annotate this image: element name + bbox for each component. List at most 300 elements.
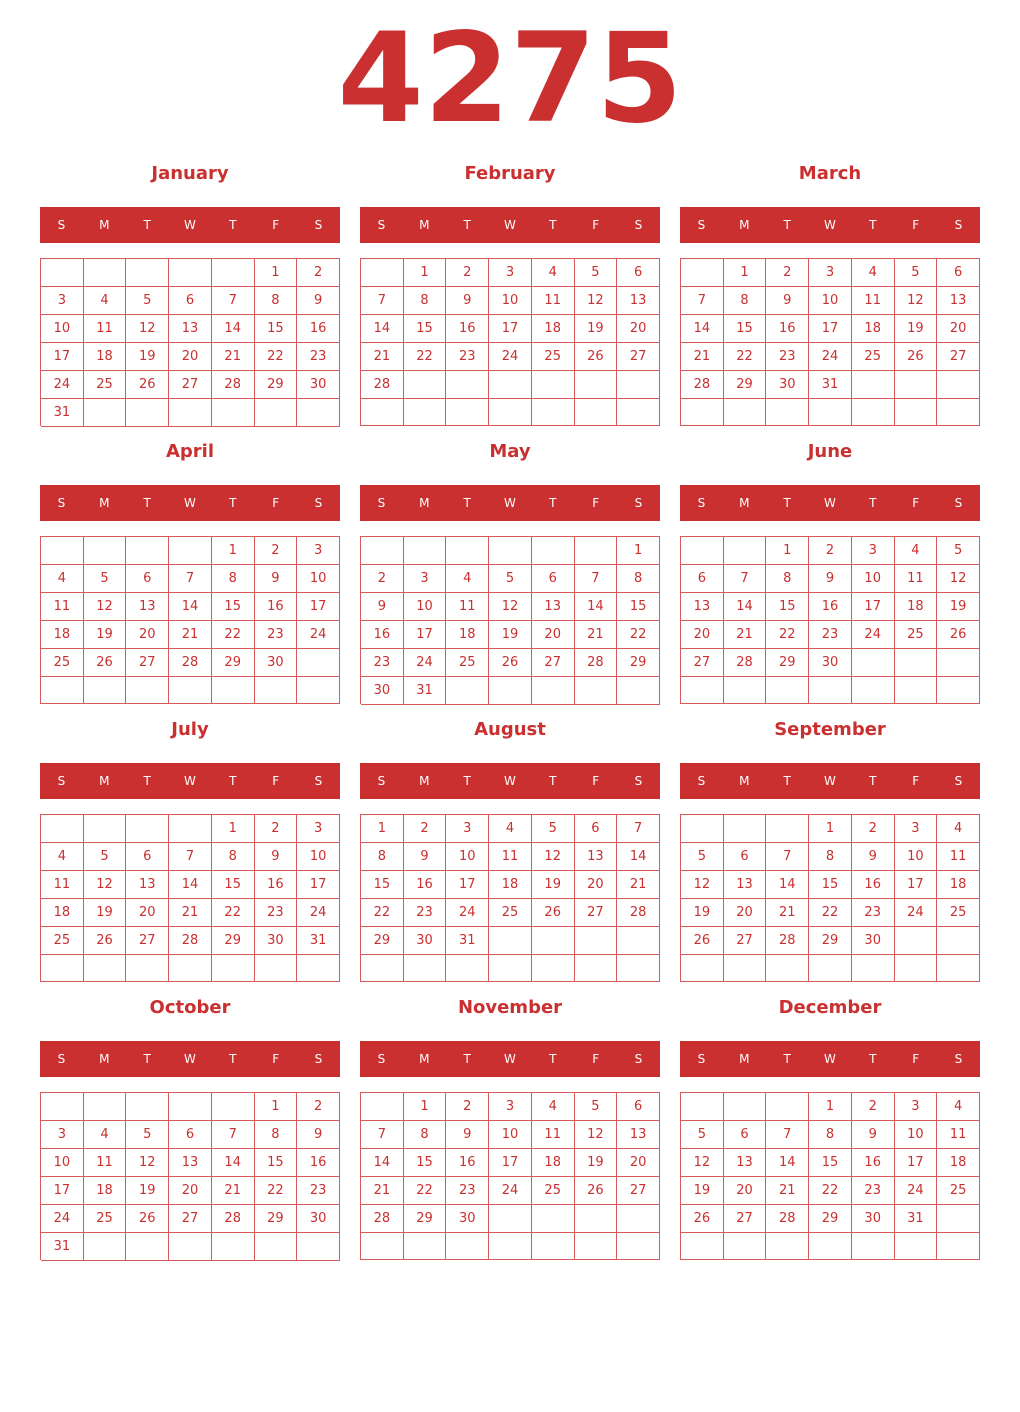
- empty-cell: [937, 1205, 980, 1233]
- weekday-label: S: [377, 774, 386, 788]
- day-cell: 26: [575, 343, 618, 371]
- day-cell: 8: [617, 565, 660, 593]
- day-cell: 31: [41, 1233, 84, 1261]
- day-cell: 16: [446, 1149, 489, 1177]
- day-cell: 16: [446, 315, 489, 343]
- day-cell: 28: [361, 1205, 404, 1233]
- empty-cell: [766, 399, 809, 426]
- day-cell: 20: [126, 899, 169, 927]
- day-cell: 7: [212, 287, 255, 315]
- empty-cell: [404, 955, 447, 982]
- empty-cell: [617, 927, 660, 955]
- day-cell: 2: [361, 565, 404, 593]
- day-cell: 9: [404, 843, 447, 871]
- empty-cell: [681, 399, 724, 426]
- day-grid: [680, 258, 980, 426]
- empty-cell: [446, 1233, 489, 1260]
- empty-cell: [126, 537, 169, 565]
- empty-cell: [404, 1233, 447, 1260]
- weekday-header: [680, 1041, 980, 1077]
- day-cell: 26: [895, 343, 938, 371]
- empty-cell: [724, 1093, 767, 1121]
- day-cell: 24: [41, 371, 84, 399]
- day-cell: 2: [255, 537, 298, 565]
- weekday-label: T: [143, 774, 151, 788]
- day-cell: 18: [852, 315, 895, 343]
- day-cell: 6: [532, 565, 575, 593]
- day-cell: 25: [84, 1205, 127, 1233]
- day-cell: 19: [575, 315, 618, 343]
- day-cell: 14: [169, 593, 212, 621]
- day-cell: 13: [126, 593, 169, 621]
- day-cell: 15: [724, 315, 767, 343]
- day-grid: [360, 814, 660, 982]
- day-cell: 5: [895, 259, 938, 287]
- day-cell: 6: [126, 565, 169, 593]
- day-cell: 8: [724, 287, 767, 315]
- day-cell: 10: [446, 843, 489, 871]
- day-cell: 3: [489, 1093, 532, 1121]
- weekday-label: M: [99, 774, 110, 788]
- empty-cell: [575, 399, 618, 426]
- day-cell: 14: [575, 593, 618, 621]
- weekday-label: M: [419, 218, 430, 232]
- empty-cell: [126, 815, 169, 843]
- weekday-header: [680, 763, 980, 799]
- day-cell: 26: [681, 927, 724, 955]
- empty-cell: [937, 649, 980, 677]
- empty-cell: [126, 1233, 169, 1261]
- weekday-header: [40, 763, 340, 799]
- weekday-label: W: [824, 496, 836, 510]
- empty-cell: [84, 259, 127, 287]
- empty-cell: [84, 1233, 127, 1261]
- day-cell: 18: [41, 899, 84, 927]
- empty-cell: [617, 1233, 660, 1260]
- day-cell: 17: [809, 315, 852, 343]
- day-cell: 12: [84, 871, 127, 899]
- weekday-label: W: [824, 1052, 836, 1066]
- day-cell: 23: [852, 899, 895, 927]
- weekday-label: S: [697, 1052, 706, 1066]
- day-cell: 27: [937, 343, 980, 371]
- day-cell: 9: [446, 1121, 489, 1149]
- day-cell: 18: [84, 1177, 127, 1205]
- day-cell: 25: [532, 1177, 575, 1205]
- day-cell: 25: [489, 899, 532, 927]
- day-cell: 26: [681, 1205, 724, 1233]
- day-cell: 13: [169, 1149, 212, 1177]
- weekday-label: S: [377, 496, 386, 510]
- day-cell: 8: [361, 843, 404, 871]
- day-cell: 30: [852, 1205, 895, 1233]
- day-cell: 10: [297, 565, 340, 593]
- day-cell: 11: [895, 565, 938, 593]
- empty-cell: [212, 677, 255, 704]
- day-cell: 11: [937, 843, 980, 871]
- day-cell: 18: [489, 871, 532, 899]
- day-cell: 28: [766, 1205, 809, 1233]
- weekday-label: W: [184, 496, 196, 510]
- empty-cell: [895, 927, 938, 955]
- day-cell: 16: [852, 871, 895, 899]
- day-cell: 31: [404, 677, 447, 705]
- empty-cell: [937, 399, 980, 426]
- empty-cell: [169, 399, 212, 427]
- day-cell: 17: [446, 871, 489, 899]
- day-cell: 13: [724, 871, 767, 899]
- weekday-label: S: [314, 218, 323, 232]
- day-cell: 20: [575, 871, 618, 899]
- day-cell: 17: [895, 871, 938, 899]
- day-cell: 6: [681, 565, 724, 593]
- day-cell: 23: [809, 621, 852, 649]
- empty-cell: [361, 537, 404, 565]
- day-cell: 13: [724, 1149, 767, 1177]
- weekday-label: T: [869, 774, 877, 788]
- weekday-label: W: [504, 218, 516, 232]
- day-cell: 3: [41, 1121, 84, 1149]
- day-cell: 24: [297, 621, 340, 649]
- day-cell: 28: [169, 927, 212, 955]
- weekday-label: W: [504, 1052, 516, 1066]
- day-cell: 18: [532, 315, 575, 343]
- weekday-label: S: [57, 496, 66, 510]
- weekday-label: F: [272, 774, 280, 788]
- empty-cell: [617, 677, 660, 705]
- weekday-label: M: [419, 774, 430, 788]
- day-cell: 6: [617, 1093, 660, 1121]
- empty-cell: [937, 955, 980, 982]
- weekday-label: T: [549, 774, 557, 788]
- day-cell: 6: [724, 843, 767, 871]
- weekday-label: S: [377, 218, 386, 232]
- day-cell: 19: [681, 1177, 724, 1205]
- day-cell: 29: [766, 649, 809, 677]
- day-cell: 24: [895, 899, 938, 927]
- day-cell: 22: [617, 621, 660, 649]
- empty-cell: [169, 815, 212, 843]
- day-cell: 9: [255, 843, 298, 871]
- day-cell: 10: [41, 1149, 84, 1177]
- day-cell: 5: [84, 565, 127, 593]
- day-cell: 12: [575, 1121, 618, 1149]
- day-cell: 27: [126, 927, 169, 955]
- day-cell: 1: [212, 815, 255, 843]
- day-cell: 27: [724, 1205, 767, 1233]
- day-cell: 14: [766, 871, 809, 899]
- empty-cell: [361, 259, 404, 287]
- empty-cell: [169, 1093, 212, 1121]
- weekday-label: T: [869, 1052, 877, 1066]
- day-cell: 2: [766, 259, 809, 287]
- day-cell: 4: [937, 815, 980, 843]
- weekday-label: M: [739, 774, 750, 788]
- empty-cell: [617, 371, 660, 399]
- month-name: December: [778, 997, 882, 1018]
- day-cell: 10: [489, 287, 532, 315]
- day-cell: 23: [297, 343, 340, 371]
- day-grid: [680, 536, 980, 704]
- weekday-label: T: [143, 496, 151, 510]
- day-cell: 21: [617, 871, 660, 899]
- empty-cell: [446, 537, 489, 565]
- day-cell: 2: [446, 1093, 489, 1121]
- empty-cell: [126, 1093, 169, 1121]
- empty-cell: [532, 955, 575, 982]
- day-cell: 21: [169, 899, 212, 927]
- weekday-label: S: [377, 1052, 386, 1066]
- day-cell: 3: [895, 815, 938, 843]
- weekday-header: [360, 485, 660, 521]
- weekday-label: S: [954, 1052, 963, 1066]
- day-cell: 4: [41, 843, 84, 871]
- weekday-label: F: [912, 1052, 920, 1066]
- day-cell: 15: [404, 1149, 447, 1177]
- day-cell: 23: [766, 343, 809, 371]
- day-cell: 7: [361, 287, 404, 315]
- day-cell: 4: [84, 1121, 127, 1149]
- day-cell: 24: [809, 343, 852, 371]
- day-cell: 18: [937, 1149, 980, 1177]
- day-cell: 15: [617, 593, 660, 621]
- empty-cell: [169, 955, 212, 982]
- day-cell: 5: [575, 1093, 618, 1121]
- day-cell: 22: [809, 899, 852, 927]
- day-cell: 28: [724, 649, 767, 677]
- day-cell: 10: [404, 593, 447, 621]
- day-cell: 4: [489, 815, 532, 843]
- empty-cell: [446, 677, 489, 705]
- day-cell: 26: [489, 649, 532, 677]
- day-cell: 21: [575, 621, 618, 649]
- day-cell: 13: [169, 315, 212, 343]
- day-cell: 22: [255, 1177, 298, 1205]
- empty-cell: [617, 1205, 660, 1233]
- empty-cell: [404, 399, 447, 426]
- day-cell: 21: [766, 899, 809, 927]
- day-cell: 2: [809, 537, 852, 565]
- day-cell: 3: [446, 815, 489, 843]
- day-cell: 19: [126, 1177, 169, 1205]
- weekday-label: T: [229, 774, 237, 788]
- day-cell: 29: [255, 371, 298, 399]
- empty-cell: [681, 1233, 724, 1260]
- day-cell: 26: [575, 1177, 618, 1205]
- day-cell: 13: [617, 1121, 660, 1149]
- day-cell: 30: [404, 927, 447, 955]
- day-cell: 22: [255, 343, 298, 371]
- year-title: 4275: [337, 7, 683, 151]
- day-cell: 19: [681, 899, 724, 927]
- day-cell: 30: [255, 649, 298, 677]
- weekday-label: M: [739, 218, 750, 232]
- day-cell: 16: [404, 871, 447, 899]
- weekday-label: S: [697, 218, 706, 232]
- empty-cell: [724, 537, 767, 565]
- day-cell: 7: [575, 565, 618, 593]
- day-cell: 25: [937, 899, 980, 927]
- weekday-label: W: [504, 496, 516, 510]
- day-cell: 5: [575, 259, 618, 287]
- weekday-label: S: [954, 218, 963, 232]
- day-cell: 1: [255, 259, 298, 287]
- empty-cell: [169, 677, 212, 704]
- weekday-label: F: [912, 774, 920, 788]
- empty-cell: [532, 537, 575, 565]
- weekday-label: W: [184, 1052, 196, 1066]
- empty-cell: [41, 259, 84, 287]
- day-cell: 27: [617, 343, 660, 371]
- day-cell: 15: [212, 593, 255, 621]
- weekday-header: [360, 207, 660, 243]
- empty-cell: [809, 1233, 852, 1260]
- empty-cell: [809, 399, 852, 426]
- day-cell: 28: [169, 649, 212, 677]
- day-cell: 8: [766, 565, 809, 593]
- empty-cell: [255, 955, 298, 982]
- empty-cell: [297, 399, 340, 427]
- day-cell: 29: [724, 371, 767, 399]
- empty-cell: [489, 537, 532, 565]
- empty-cell: [297, 649, 340, 677]
- day-cell: 2: [446, 259, 489, 287]
- day-cell: 25: [852, 343, 895, 371]
- day-cell: 20: [169, 1177, 212, 1205]
- day-cell: 10: [852, 565, 895, 593]
- empty-cell: [575, 955, 618, 982]
- day-cell: 12: [937, 565, 980, 593]
- day-cell: 10: [297, 843, 340, 871]
- empty-cell: [41, 1093, 84, 1121]
- day-cell: 20: [937, 315, 980, 343]
- day-grid: [680, 1092, 980, 1260]
- day-cell: 6: [169, 1121, 212, 1149]
- day-cell: 1: [809, 1093, 852, 1121]
- weekday-header: [40, 207, 340, 243]
- day-cell: 19: [84, 621, 127, 649]
- month-name: July: [171, 719, 209, 740]
- weekday-header: [40, 1041, 340, 1077]
- day-cell: 25: [41, 927, 84, 955]
- day-cell: 11: [41, 593, 84, 621]
- empty-cell: [446, 371, 489, 399]
- month-name: February: [464, 163, 556, 184]
- empty-cell: [532, 1233, 575, 1260]
- day-cell: 25: [937, 1177, 980, 1205]
- empty-cell: [446, 399, 489, 426]
- weekday-header: [680, 485, 980, 521]
- day-cell: 9: [255, 565, 298, 593]
- weekday-label: M: [739, 1052, 750, 1066]
- day-cell: 31: [895, 1205, 938, 1233]
- day-cell: 4: [532, 1093, 575, 1121]
- empty-cell: [255, 677, 298, 704]
- empty-cell: [212, 955, 255, 982]
- empty-cell: [169, 259, 212, 287]
- day-cell: 21: [169, 621, 212, 649]
- day-cell: 13: [681, 593, 724, 621]
- day-cell: 30: [852, 927, 895, 955]
- empty-cell: [852, 399, 895, 426]
- empty-cell: [489, 927, 532, 955]
- weekday-label: F: [272, 218, 280, 232]
- day-cell: 14: [766, 1149, 809, 1177]
- empty-cell: [617, 955, 660, 982]
- day-cell: 9: [446, 287, 489, 315]
- day-cell: 16: [852, 1149, 895, 1177]
- day-cell: 27: [126, 649, 169, 677]
- empty-cell: [84, 399, 127, 427]
- day-cell: 25: [84, 371, 127, 399]
- empty-cell: [575, 677, 618, 705]
- day-cell: 9: [852, 1121, 895, 1149]
- empty-cell: [361, 1093, 404, 1121]
- day-cell: 28: [766, 927, 809, 955]
- day-cell: 26: [126, 371, 169, 399]
- day-cell: 20: [532, 621, 575, 649]
- empty-cell: [575, 1205, 618, 1233]
- day-grid: [40, 258, 340, 426]
- day-cell: 5: [489, 565, 532, 593]
- day-cell: 15: [809, 1149, 852, 1177]
- day-cell: 12: [681, 1149, 724, 1177]
- empty-cell: [766, 677, 809, 704]
- day-cell: 15: [212, 871, 255, 899]
- weekday-label: T: [463, 774, 471, 788]
- day-cell: 24: [852, 621, 895, 649]
- day-cell: 7: [681, 287, 724, 315]
- empty-cell: [446, 955, 489, 982]
- empty-cell: [361, 399, 404, 426]
- weekday-label: S: [57, 774, 66, 788]
- day-cell: 21: [212, 343, 255, 371]
- day-cell: 19: [575, 1149, 618, 1177]
- day-cell: 13: [532, 593, 575, 621]
- weekday-label: F: [592, 1052, 600, 1066]
- empty-cell: [84, 1093, 127, 1121]
- day-cell: 15: [766, 593, 809, 621]
- day-cell: 3: [489, 259, 532, 287]
- empty-cell: [297, 1233, 340, 1261]
- day-cell: 14: [212, 315, 255, 343]
- weekday-label: S: [697, 496, 706, 510]
- day-cell: 13: [575, 843, 618, 871]
- day-cell: 28: [575, 649, 618, 677]
- weekday-label: T: [549, 496, 557, 510]
- day-cell: 8: [255, 287, 298, 315]
- day-cell: 17: [852, 593, 895, 621]
- day-cell: 22: [809, 1177, 852, 1205]
- day-cell: 7: [766, 1121, 809, 1149]
- day-cell: 20: [617, 1149, 660, 1177]
- day-cell: 1: [404, 259, 447, 287]
- empty-cell: [724, 677, 767, 704]
- empty-cell: [766, 1233, 809, 1260]
- day-cell: 24: [41, 1205, 84, 1233]
- day-cell: 27: [681, 649, 724, 677]
- empty-cell: [895, 955, 938, 982]
- day-cell: 18: [937, 871, 980, 899]
- day-cell: 7: [169, 565, 212, 593]
- day-cell: 25: [41, 649, 84, 677]
- weekday-label: T: [229, 496, 237, 510]
- day-cell: 20: [724, 899, 767, 927]
- day-grid: [360, 1092, 660, 1260]
- empty-cell: [937, 371, 980, 399]
- day-cell: 8: [212, 565, 255, 593]
- day-cell: 15: [404, 315, 447, 343]
